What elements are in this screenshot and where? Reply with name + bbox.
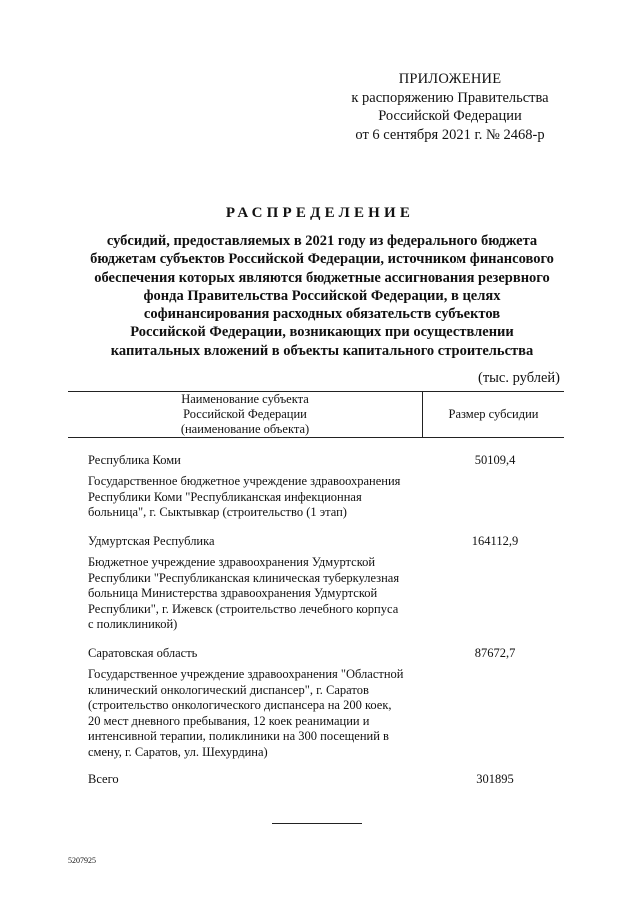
subtitle-line: софинансирования расходных обязательств субъектов [143, 306, 501, 323]
total-label: Всего [88, 772, 119, 786]
desc-line: Бюджетное учреждение здравоохранения Удмуртской [88, 555, 376, 569]
row-region-name: Республика Коми [88, 453, 181, 467]
desc-line: Республики "Республиканская клиническая туберкулезная [88, 570, 400, 585]
unit-label: (тыс. рублей) [478, 370, 560, 386]
desc-line: 20 мест дневного пребывания, 12 коек реанимации и [88, 713, 370, 728]
row-subsidy-value: 164112,9 [471, 534, 519, 548]
appendix-heading: ПРИЛОЖЕНИЕ [398, 71, 502, 87]
subtitle-line: субсидий, предоставляемых в 2021 году из федерального бюджета [106, 233, 538, 249]
appendix-line-3: от 6 сентября 2021 г. № 2468-р [355, 126, 545, 143]
row-region-name: Удмуртская Республика [88, 534, 215, 548]
header-name-line: Российской Федерации [183, 407, 307, 421]
subtitle-line: капитальных вложений в объекты капитального строительства [110, 342, 534, 359]
subtitle-line: фонда Правительства Российской Федерации, в целях [143, 287, 501, 304]
table-header-name [68, 392, 422, 437]
desc-line: больница", г. Сыктывкар (строительство (1 этап) [88, 505, 347, 520]
desc-line: Государственное учреждение здравоохранения "Областной [88, 667, 404, 681]
row-object-description [88, 555, 418, 633]
subtitle-line: обеспечения которых являются бюджетные ассигнования резервного [94, 269, 550, 286]
document-subtitle [62, 232, 582, 360]
table-header-value: Размер субсидии [448, 407, 539, 421]
desc-line: (строительство онкологического диспансера на 200 коек, [88, 698, 392, 713]
row-subsidy-value: 87672,7 [474, 646, 516, 660]
subtitle-line: бюджетам субъектов Российской Федерации, источником финансового [90, 251, 554, 268]
desc-line: больница Министерства здравоохранения Удмуртской [88, 586, 378, 601]
desc-line: Республики", г. Ижевск (строительство лечебного корпуса [88, 601, 399, 616]
header-name-line: (наименование объекта) [180, 422, 310, 436]
appendix-line-2: Российской Федерации [378, 108, 522, 124]
appendix-line-1: к распоряжению Правительства [351, 89, 549, 106]
end-divider [272, 823, 362, 824]
row-object-description [88, 667, 418, 761]
header-name-line: Наименование субъекта [181, 392, 309, 406]
row-object-description [88, 474, 418, 521]
desc-line: Государственное бюджетное учреждение здравоохранения [88, 474, 401, 488]
desc-line: клинический онкологический диспансер", г. Саратов [88, 682, 369, 697]
row-region-name: Саратовская область [88, 646, 198, 660]
total-value: 301895 [476, 772, 514, 786]
row-subsidy-value: 50109,4 [474, 453, 516, 467]
subtitle-line: Российской Федерации, возникающих при осуществлении [130, 324, 514, 341]
document-code: 5207925 [68, 856, 96, 865]
appendix-block [330, 70, 570, 144]
document-title: РАСПРЕДЕЛЕНИЕ [225, 205, 415, 221]
desc-line: Республики Коми "Республиканская инфекционная [88, 489, 362, 504]
desc-line: смену, г. Саратов, ул. Шехурдина) [88, 744, 268, 759]
table-header-bottom-border [68, 437, 564, 438]
desc-line: интенсивной терапии, поликлиники на 300 посещений в [88, 729, 389, 744]
desc-line: с поликлиникой) [88, 617, 178, 632]
